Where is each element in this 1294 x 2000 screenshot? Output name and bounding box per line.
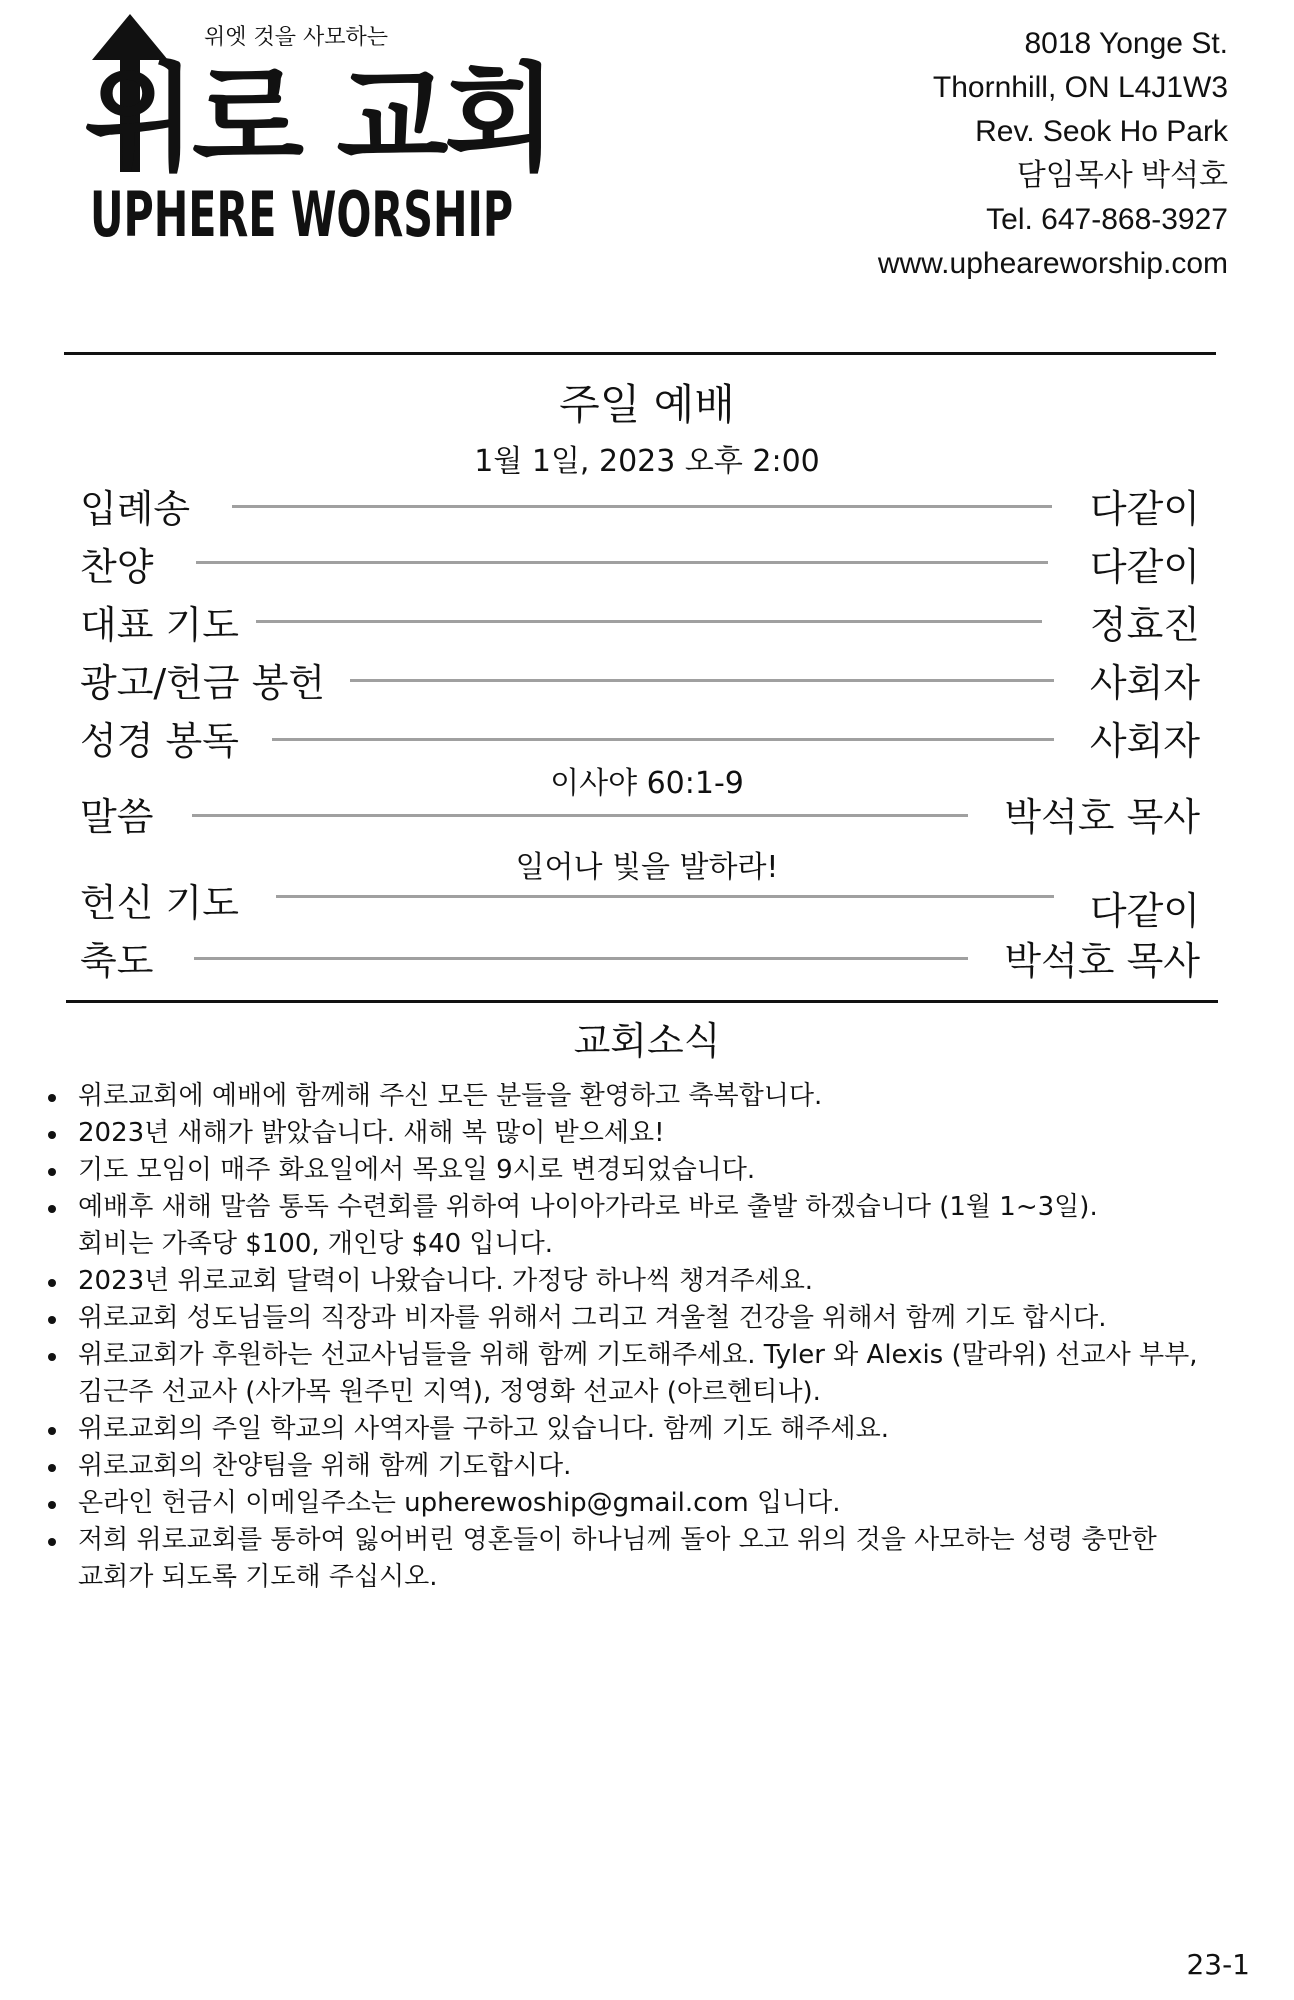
leader-line [232, 505, 1052, 508]
order-item [80, 652, 1200, 708]
news-item: 위로교회가 후원하는 선교사님들을 위해 함께 기도해주세요. Tyler 와 Alexis (말라위) 선교사 부부, 김근주 선교사 (사가목 원주민 지역), 정영화 선교사 (아르헨티나). [48, 1337, 1248, 1411]
news-item: 위로교회의 찬양팀을 위해 함께 기도합시다. [48, 1448, 1248, 1485]
order-leader: 박석호 목사 [1004, 939, 1200, 983]
logo-tagline: 위엣 것을 사모하는 [204, 25, 389, 50]
news-item: 위로교회의 주일 학교의 사역자를 구하고 있습니다. 함께 기도 해주세요. [48, 1411, 1248, 1448]
news-item: 기도 모임이 매주 화요일에서 목요일 9시로 변경되었습니다. [48, 1152, 1248, 1189]
news-item: 2023년 새해가 밝았습니다. 새해 복 많이 받으세요! [48, 1115, 1248, 1152]
order-leader: 박석호 목사 [1004, 795, 1200, 839]
news-item: 2023년 위로교회 달력이 나왔습니다. 가정당 하나씩 챙겨주세요. [48, 1263, 1248, 1300]
order-item [80, 786, 1200, 842]
order-label: 말씀 [80, 795, 154, 839]
address-tel: Tel. 647-868-3927 [986, 203, 1228, 236]
news-item: 위로교회 성도님들의 직장과 비자를 위해서 그리고 겨울철 건강을 위해서 함께 기도 합시다. [48, 1300, 1248, 1337]
top-divider [64, 352, 1216, 355]
church-logo [84, 12, 553, 252]
order-label: 입례송 [80, 487, 191, 531]
news-item: 위로교회에 예배에 함께해 주신 모든 분들을 환영하고 축복합니다. [48, 1078, 1248, 1115]
leader-line [272, 738, 1054, 741]
order-label: 찬양 [80, 545, 154, 589]
news-item: 온라인 헌금시 이메일주소는 upherewoship@gmail.com 입니다. [48, 1485, 1248, 1522]
order-leader: 다같이 [1089, 545, 1200, 589]
leader-line [350, 679, 1054, 682]
service-date: 1월 1일, 2023 오후 2:00 [474, 444, 820, 479]
leader-line [194, 957, 968, 960]
address-pastor-en: Rev. Seok Ho Park [975, 115, 1228, 148]
order-label: 대표 기도 [80, 603, 239, 647]
news-item: 저희 위로교회를 통하여 잃어버린 영혼들이 하나님께 돌아 오고 위의 것을 사모하는 성령 충만한 교회가 되도록 기도해 주십시오. [48, 1522, 1248, 1596]
scripture-reference: 이사야 60:1-9 [550, 766, 744, 801]
address-pastor-ko: 담임목사 박석호 [1016, 159, 1228, 192]
leader-line [276, 895, 1054, 898]
bottom-divider [66, 1000, 1218, 1003]
order-label: 헌신 기도 [80, 881, 239, 925]
leader-line [256, 620, 1042, 623]
order-item [80, 594, 1200, 650]
order-item [80, 872, 1200, 933]
service-title: 주일 예배 [559, 380, 735, 429]
order-label: 광고/헌금 봉헌 [80, 661, 326, 705]
news-list [48, 1078, 1248, 1596]
church-address [878, 22, 1228, 286]
order-item [80, 930, 1200, 986]
leader-line [196, 561, 1048, 564]
order-leader: 다같이 [1089, 487, 1200, 531]
order-leader: 다같이 [1089, 889, 1200, 933]
logo-title-en: UPHERE WORSHIP [90, 178, 514, 251]
news-title: 교회소식 [573, 1019, 721, 1063]
order-leader: 사회자 [1089, 719, 1200, 763]
sermon-title: 일어나 빛을 발하라! [515, 850, 779, 885]
address-website: www.upheareworship.com [877, 247, 1228, 280]
order-label: 축도 [80, 939, 154, 983]
page-number: 23-1 [1186, 1948, 1250, 1981]
address-street: 8018 Yonge St. [1024, 27, 1228, 60]
logo-title-ko: 위로 교회 [84, 52, 553, 187]
order-label: 성경 봉독 [80, 719, 239, 763]
news-item: 예배후 새해 말씀 통독 수련회를 위하여 나이아가라로 바로 출발 하겠습니다 (1월 1~3일). 회비는 가족당 $100, 개인당 $40 입니다. [48, 1189, 1248, 1263]
order-item [80, 536, 1200, 592]
order-item [80, 478, 1200, 534]
address-city: Thornhill, ON L4J1W3 [932, 71, 1228, 104]
leader-line [192, 814, 968, 817]
order-leader: 사회자 [1089, 661, 1200, 705]
order-leader: 정효진 [1089, 603, 1200, 647]
